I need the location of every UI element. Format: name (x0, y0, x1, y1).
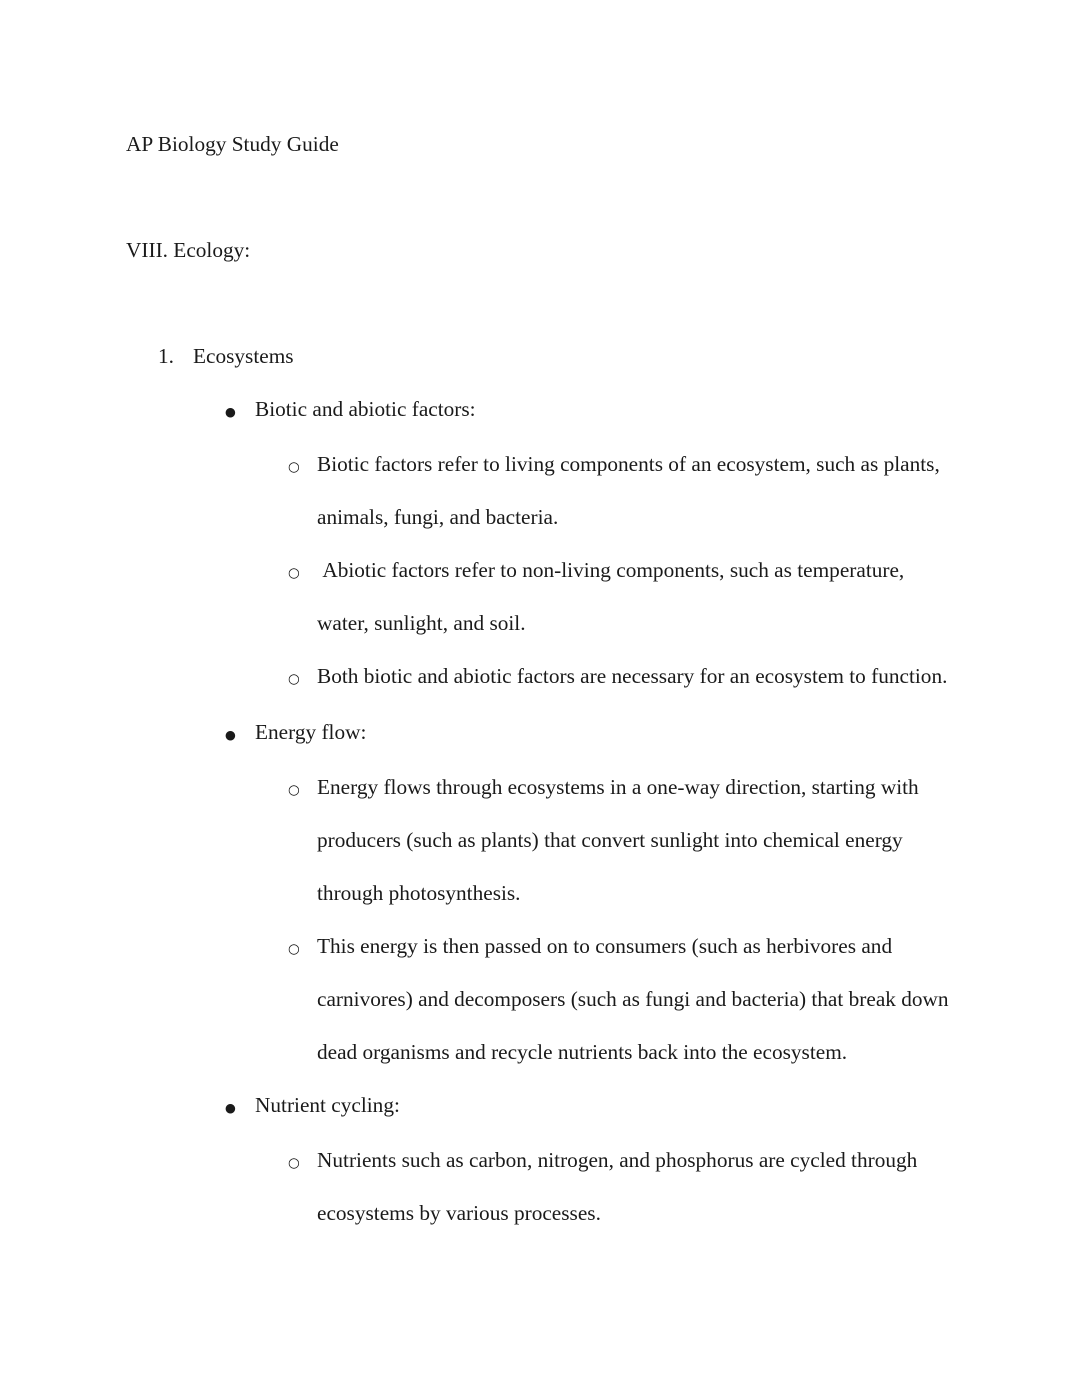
blank-line (126, 277, 957, 330)
sub-bullet-item (288, 1134, 957, 1240)
bullet-circle-icon: ○ (288, 941, 300, 957)
bullet-circle-icon: ○ (288, 565, 300, 581)
bullet-item-label: Nutrient cycling: (255, 1093, 400, 1117)
bullet-disc-icon: ● (225, 727, 236, 742)
numbered-item-label: Ecosystems (193, 344, 294, 368)
sub-bullet-text: Energy flows through ecosystems in a one-way direction, starting with producers (such as plants) that convert sunlight into chemical energy through photosynthesis. (317, 775, 925, 905)
bullet-circle-icon: ○ (288, 459, 300, 475)
sub-bullet-item (288, 544, 957, 650)
sub-bullet-text: This energy is then passed on to consumers (such as herbivores and carnivores) and decomposers (such as fungi and bacteria) that break down dead organisms and recycle nutrients back into the ecosystem. (317, 934, 954, 1064)
sub-bullet-item (288, 761, 957, 920)
bullet-item-label: Energy flow: (255, 720, 367, 744)
sub-bullet-item (288, 438, 957, 544)
sub-bullet-text: Both biotic and abiotic factors are necessary for an ecosystem to function. (317, 664, 948, 688)
bullet-item (225, 1079, 957, 1134)
bullet-disc-icon: ● (225, 404, 236, 419)
section-heading: VIII. Ecology: (126, 238, 251, 262)
sub-bullet-text: Nutrients such as carbon, nitrogen, and phosphorus are cycled through ecosystems by various processes. (317, 1148, 923, 1225)
list-number: 1. (158, 344, 174, 368)
bullet-item-label: Biotic and abiotic factors: (255, 397, 476, 421)
bullet-circle-icon: ○ (288, 671, 300, 687)
sub-bullet-item (288, 650, 957, 706)
sub-bullet-text: Abiotic factors refer to non-living components, such as temperature, water, sunlight, and soil. (317, 558, 910, 635)
sub-bullet-item (288, 920, 957, 1079)
document-title: AP Biology Study Guide (126, 132, 339, 156)
bullet-circle-icon: ○ (288, 1155, 300, 1171)
sub-bullet-text: Biotic factors refer to living components of an ecosystem, such as plants, animals, fungi, and bacteria. (317, 452, 946, 529)
bullet-item (225, 383, 957, 438)
blank-line (126, 171, 957, 224)
numbered-list-item (158, 330, 957, 383)
bullet-item (225, 706, 957, 761)
bullet-circle-icon: ○ (288, 782, 300, 798)
bullet-disc-icon: ● (225, 1100, 236, 1115)
